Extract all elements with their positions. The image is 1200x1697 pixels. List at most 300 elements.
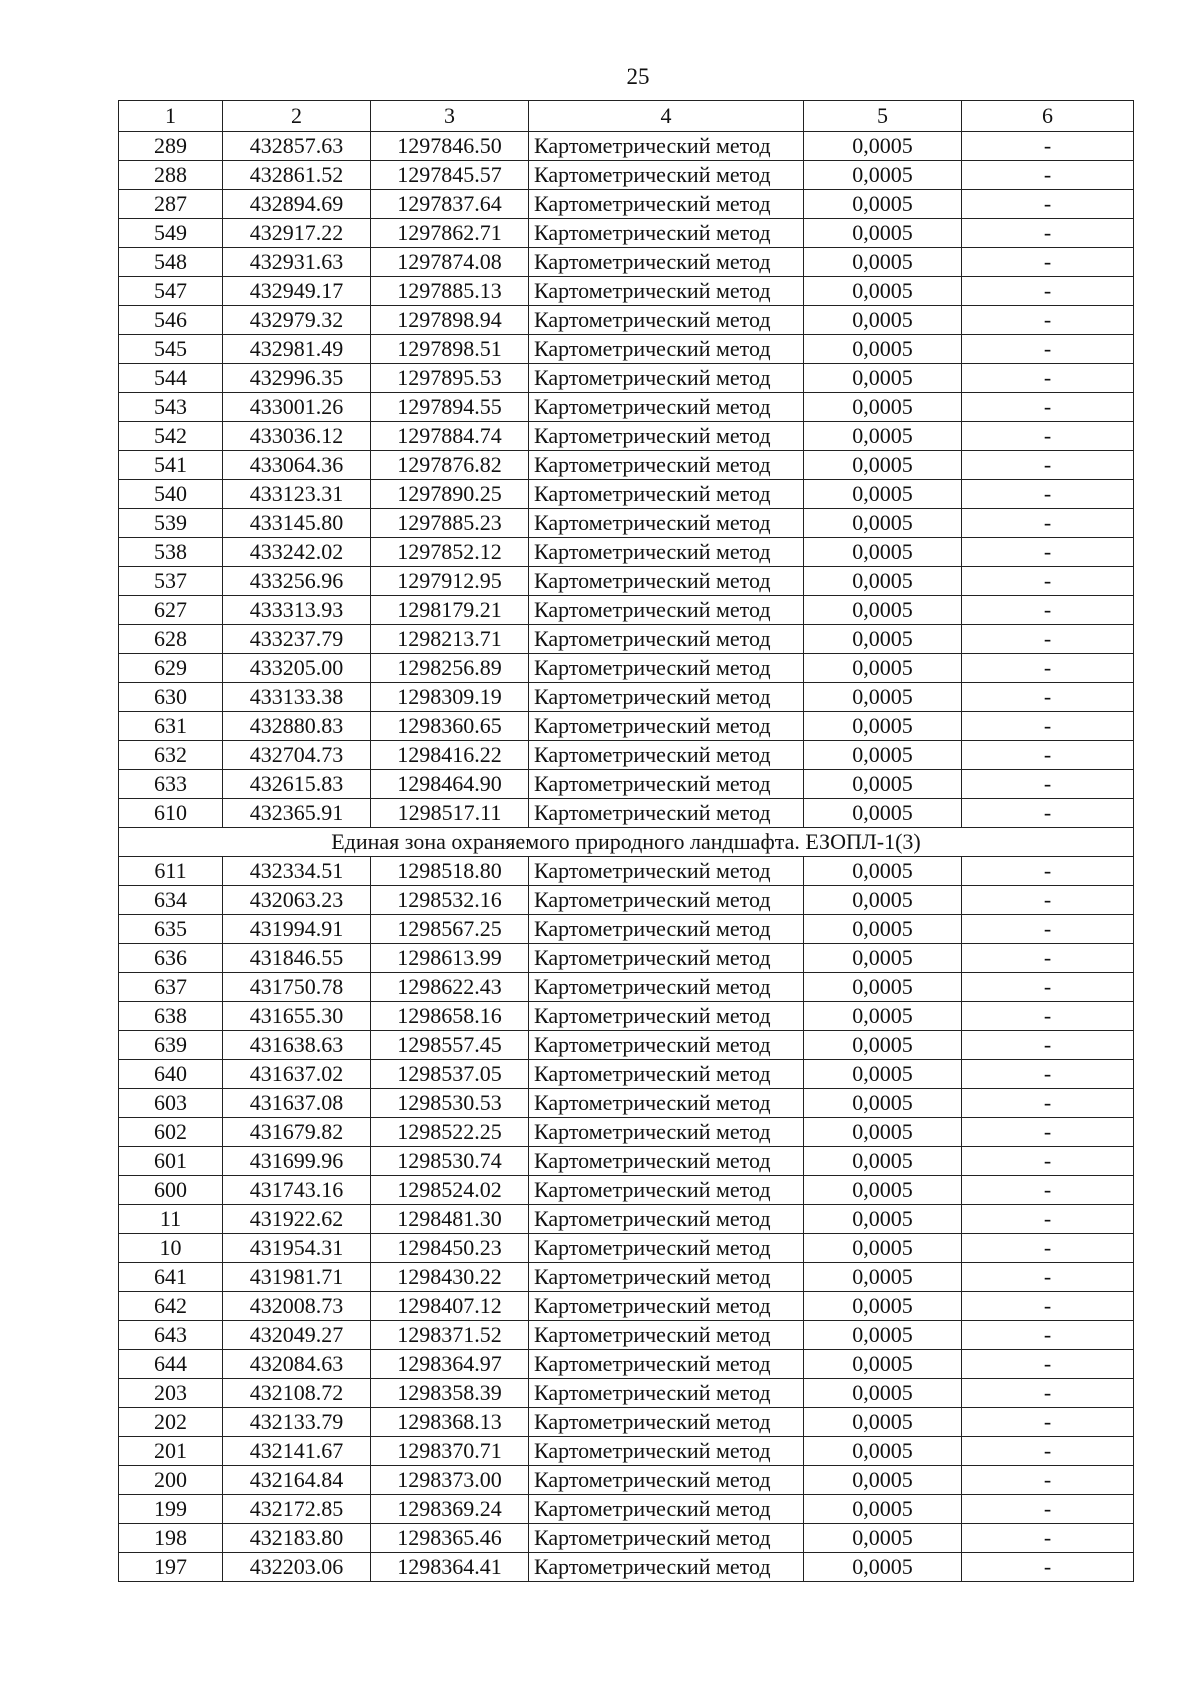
table-row — [119, 567, 1134, 596]
accuracy-cell: 0,0005 — [804, 1234, 962, 1263]
note-cell: - — [962, 1553, 1134, 1582]
accuracy-cell: 0,0005 — [804, 190, 962, 219]
method-cell: Картометрический метод — [529, 654, 804, 683]
x-coordinate-cell: 431743.16 — [223, 1176, 371, 1205]
y-coordinate-cell: 1298407.12 — [371, 1292, 529, 1321]
y-coordinate-cell: 1298256.89 — [371, 654, 529, 683]
note-cell: - — [962, 306, 1134, 335]
note-cell: - — [962, 596, 1134, 625]
method-cell: Картометрический метод — [529, 625, 804, 654]
point-number-cell: 545 — [119, 335, 223, 364]
y-coordinate-cell: 1298364.97 — [371, 1350, 529, 1379]
note-cell: - — [962, 509, 1134, 538]
method-cell: Картометрический метод — [529, 1118, 804, 1147]
table-row — [119, 770, 1134, 799]
x-coordinate-cell: 433133.38 — [223, 683, 371, 712]
method-cell: Картометрический метод — [529, 1553, 804, 1582]
point-number-cell: 602 — [119, 1118, 223, 1147]
y-coordinate-cell: 1298368.13 — [371, 1408, 529, 1437]
note-cell: - — [962, 277, 1134, 306]
note-cell: - — [962, 480, 1134, 509]
accuracy-cell: 0,0005 — [804, 944, 962, 973]
method-cell: Картометрический метод — [529, 1321, 804, 1350]
note-cell: - — [962, 1292, 1134, 1321]
point-number-cell: 628 — [119, 625, 223, 654]
note-cell: - — [962, 132, 1134, 161]
y-coordinate-cell: 1297895.53 — [371, 364, 529, 393]
accuracy-cell: 0,0005 — [804, 1466, 962, 1495]
table-row — [119, 1263, 1134, 1292]
point-number-cell: 288 — [119, 161, 223, 190]
table-row — [119, 1176, 1134, 1205]
accuracy-cell: 0,0005 — [804, 1408, 962, 1437]
method-cell: Картометрический метод — [529, 1437, 804, 1466]
accuracy-cell: 0,0005 — [804, 915, 962, 944]
accuracy-cell: 0,0005 — [804, 1437, 962, 1466]
y-coordinate-cell: 1298567.25 — [371, 915, 529, 944]
point-number-cell: 538 — [119, 538, 223, 567]
method-cell: Картометрический метод — [529, 567, 804, 596]
x-coordinate-cell: 432133.79 — [223, 1408, 371, 1437]
x-coordinate-cell: 432857.63 — [223, 132, 371, 161]
point-number-cell: 543 — [119, 393, 223, 422]
accuracy-cell: 0,0005 — [804, 741, 962, 770]
y-coordinate-cell: 1298557.45 — [371, 1031, 529, 1060]
y-coordinate-cell: 1298464.90 — [371, 770, 529, 799]
accuracy-cell: 0,0005 — [804, 422, 962, 451]
note-cell: - — [962, 190, 1134, 219]
x-coordinate-cell: 432917.22 — [223, 219, 371, 248]
y-coordinate-cell: 1298658.16 — [371, 1002, 529, 1031]
y-coordinate-cell: 1298179.21 — [371, 596, 529, 625]
note-cell: - — [962, 422, 1134, 451]
note-cell: - — [962, 973, 1134, 1002]
x-coordinate-cell: 431750.78 — [223, 973, 371, 1002]
point-number-cell: 540 — [119, 480, 223, 509]
accuracy-cell: 0,0005 — [804, 248, 962, 277]
x-coordinate-cell: 432931.63 — [223, 248, 371, 277]
table-row — [119, 393, 1134, 422]
method-cell: Картометрический метод — [529, 741, 804, 770]
point-number-cell: 631 — [119, 712, 223, 741]
x-coordinate-cell: 432108.72 — [223, 1379, 371, 1408]
y-coordinate-cell: 1297912.95 — [371, 567, 529, 596]
point-number-cell: 541 — [119, 451, 223, 480]
table-row — [119, 132, 1134, 161]
accuracy-cell: 0,0005 — [804, 886, 962, 915]
method-cell: Картометрический метод — [529, 1060, 804, 1089]
column-header: 2 — [223, 101, 371, 132]
method-cell: Картометрический метод — [529, 219, 804, 248]
point-number-cell: 640 — [119, 1060, 223, 1089]
method-cell: Картометрический метод — [529, 1234, 804, 1263]
y-coordinate-cell: 1297852.12 — [371, 538, 529, 567]
method-cell: Картометрический метод — [529, 1205, 804, 1234]
point-number-cell: 544 — [119, 364, 223, 393]
y-coordinate-cell: 1297884.74 — [371, 422, 529, 451]
accuracy-cell: 0,0005 — [804, 1031, 962, 1060]
method-cell: Картометрический метод — [529, 799, 804, 828]
note-cell: - — [962, 1437, 1134, 1466]
point-number-cell: 202 — [119, 1408, 223, 1437]
table-row — [119, 1292, 1134, 1321]
table-row — [119, 190, 1134, 219]
note-cell: - — [962, 712, 1134, 741]
y-coordinate-cell: 1298213.71 — [371, 625, 529, 654]
method-cell: Картометрический метод — [529, 1263, 804, 1292]
note-cell: - — [962, 799, 1134, 828]
x-coordinate-cell: 433123.31 — [223, 480, 371, 509]
table-row — [119, 1495, 1134, 1524]
point-number-cell: 610 — [119, 799, 223, 828]
method-cell: Картометрический метод — [529, 538, 804, 567]
point-number-cell: 549 — [119, 219, 223, 248]
method-cell: Картометрический метод — [529, 422, 804, 451]
point-number-cell: 643 — [119, 1321, 223, 1350]
point-number-cell: 548 — [119, 248, 223, 277]
coordinates-table — [118, 100, 1134, 1582]
accuracy-cell: 0,0005 — [804, 1147, 962, 1176]
x-coordinate-cell: 432008.73 — [223, 1292, 371, 1321]
point-number-cell: 539 — [119, 509, 223, 538]
y-coordinate-cell: 1298370.71 — [371, 1437, 529, 1466]
y-coordinate-cell: 1297862.71 — [371, 219, 529, 248]
y-coordinate-cell: 1298430.22 — [371, 1263, 529, 1292]
column-header: 4 — [529, 101, 804, 132]
method-cell: Картометрический метод — [529, 886, 804, 915]
table-row — [119, 1002, 1134, 1031]
accuracy-cell: 0,0005 — [804, 1292, 962, 1321]
point-number-cell: 203 — [119, 1379, 223, 1408]
table-row — [119, 799, 1134, 828]
point-number-cell: 642 — [119, 1292, 223, 1321]
method-cell: Картометрический метод — [529, 509, 804, 538]
y-coordinate-cell: 1297885.13 — [371, 277, 529, 306]
accuracy-cell: 0,0005 — [804, 857, 962, 886]
table-row — [119, 451, 1134, 480]
point-number-cell: 630 — [119, 683, 223, 712]
x-coordinate-cell: 433001.26 — [223, 393, 371, 422]
y-coordinate-cell: 1298373.00 — [371, 1466, 529, 1495]
accuracy-cell: 0,0005 — [804, 567, 962, 596]
accuracy-cell: 0,0005 — [804, 1118, 962, 1147]
y-coordinate-cell: 1298364.41 — [371, 1553, 529, 1582]
table-row — [119, 1350, 1134, 1379]
table-row — [119, 741, 1134, 770]
x-coordinate-cell: 433064.36 — [223, 451, 371, 480]
accuracy-cell: 0,0005 — [804, 1060, 962, 1089]
table-row — [119, 625, 1134, 654]
table-row — [119, 1118, 1134, 1147]
point-number-cell: 542 — [119, 422, 223, 451]
table-row — [119, 683, 1134, 712]
method-cell: Картометрический метод — [529, 1292, 804, 1321]
x-coordinate-cell: 431637.02 — [223, 1060, 371, 1089]
x-coordinate-cell: 433237.79 — [223, 625, 371, 654]
section-title: Единая зона охраняемого природного ландшафта. ЕЗОПЛ-1(3) — [119, 828, 1134, 857]
x-coordinate-cell: 432949.17 — [223, 277, 371, 306]
accuracy-cell: 0,0005 — [804, 1524, 962, 1553]
note-cell: - — [962, 1321, 1134, 1350]
accuracy-cell: 0,0005 — [804, 1176, 962, 1205]
table-row — [119, 1031, 1134, 1060]
page-number: 25 — [626, 64, 650, 89]
accuracy-cell: 0,0005 — [804, 393, 962, 422]
table-row — [119, 1060, 1134, 1089]
y-coordinate-cell: 1298517.11 — [371, 799, 529, 828]
point-number-cell: 637 — [119, 973, 223, 1002]
accuracy-cell: 0,0005 — [804, 1350, 962, 1379]
x-coordinate-cell: 432063.23 — [223, 886, 371, 915]
note-cell: - — [962, 1408, 1134, 1437]
column-header: 6 — [962, 101, 1134, 132]
x-coordinate-cell: 432084.63 — [223, 1350, 371, 1379]
y-coordinate-cell: 1298369.24 — [371, 1495, 529, 1524]
note-cell: - — [962, 1466, 1134, 1495]
method-cell: Картометрический метод — [529, 944, 804, 973]
x-coordinate-cell: 432049.27 — [223, 1321, 371, 1350]
point-number-cell: 197 — [119, 1553, 223, 1582]
point-number-cell: 633 — [119, 770, 223, 799]
point-number-cell: 639 — [119, 1031, 223, 1060]
x-coordinate-cell: 431679.82 — [223, 1118, 371, 1147]
note-cell: - — [962, 567, 1134, 596]
point-number-cell: 289 — [119, 132, 223, 161]
note-cell: - — [962, 625, 1134, 654]
x-coordinate-cell: 431655.30 — [223, 1002, 371, 1031]
accuracy-cell: 0,0005 — [804, 335, 962, 364]
y-coordinate-cell: 1298613.99 — [371, 944, 529, 973]
method-cell: Картометрический метод — [529, 480, 804, 509]
table-row — [119, 509, 1134, 538]
table-row — [119, 219, 1134, 248]
note-cell: - — [962, 741, 1134, 770]
y-coordinate-cell: 1298532.16 — [371, 886, 529, 915]
note-cell: - — [962, 1234, 1134, 1263]
note-cell: - — [962, 364, 1134, 393]
method-cell: Картометрический метод — [529, 1002, 804, 1031]
point-number-cell: 537 — [119, 567, 223, 596]
note-cell: - — [962, 1147, 1134, 1176]
method-cell: Картометрический метод — [529, 915, 804, 944]
y-coordinate-cell: 1298371.52 — [371, 1321, 529, 1350]
point-number-cell: 199 — [119, 1495, 223, 1524]
point-number-cell: 547 — [119, 277, 223, 306]
y-coordinate-cell: 1297876.82 — [371, 451, 529, 480]
method-cell: Картометрический метод — [529, 1350, 804, 1379]
table-row — [119, 161, 1134, 190]
table-row — [119, 1089, 1134, 1118]
note-cell: - — [962, 1089, 1134, 1118]
table-row — [119, 1205, 1134, 1234]
x-coordinate-cell: 431954.31 — [223, 1234, 371, 1263]
x-coordinate-cell: 432365.91 — [223, 799, 371, 828]
x-coordinate-cell: 433313.93 — [223, 596, 371, 625]
accuracy-cell: 0,0005 — [804, 596, 962, 625]
point-number-cell: 611 — [119, 857, 223, 886]
accuracy-cell: 0,0005 — [804, 364, 962, 393]
y-coordinate-cell: 1297845.57 — [371, 161, 529, 190]
x-coordinate-cell: 433256.96 — [223, 567, 371, 596]
table-row — [119, 857, 1134, 886]
x-coordinate-cell: 432861.52 — [223, 161, 371, 190]
accuracy-cell: 0,0005 — [804, 770, 962, 799]
x-coordinate-cell: 432704.73 — [223, 741, 371, 770]
method-cell: Картометрический метод — [529, 1495, 804, 1524]
table-row — [119, 1408, 1134, 1437]
note-cell: - — [962, 538, 1134, 567]
column-header: 3 — [371, 101, 529, 132]
point-number-cell: 198 — [119, 1524, 223, 1553]
note-cell: - — [962, 1524, 1134, 1553]
accuracy-cell: 0,0005 — [804, 1321, 962, 1350]
note-cell: - — [962, 1002, 1134, 1031]
note-cell: - — [962, 944, 1134, 973]
method-cell: Картометрический метод — [529, 1031, 804, 1060]
accuracy-cell: 0,0005 — [804, 306, 962, 335]
x-coordinate-cell: 432334.51 — [223, 857, 371, 886]
column-header: 1 — [119, 101, 223, 132]
table-row — [119, 1379, 1134, 1408]
method-cell: Картометрический метод — [529, 277, 804, 306]
accuracy-cell: 0,0005 — [804, 1553, 962, 1582]
accuracy-cell: 0,0005 — [804, 683, 962, 712]
point-number-cell: 10 — [119, 1234, 223, 1263]
x-coordinate-cell: 432981.49 — [223, 335, 371, 364]
x-coordinate-cell: 431846.55 — [223, 944, 371, 973]
table-row — [119, 480, 1134, 509]
method-cell: Картометрический метод — [529, 1147, 804, 1176]
method-cell: Картометрический метод — [529, 770, 804, 799]
x-coordinate-cell: 432880.83 — [223, 712, 371, 741]
point-number-cell: 644 — [119, 1350, 223, 1379]
accuracy-cell: 0,0005 — [804, 1205, 962, 1234]
method-cell: Картометрический метод — [529, 306, 804, 335]
note-cell: - — [962, 393, 1134, 422]
table-row — [119, 596, 1134, 625]
note-cell: - — [962, 857, 1134, 886]
y-coordinate-cell: 1297885.23 — [371, 509, 529, 538]
note-cell: - — [962, 1176, 1134, 1205]
table-row — [119, 364, 1134, 393]
note-cell: - — [962, 1031, 1134, 1060]
y-coordinate-cell: 1297898.94 — [371, 306, 529, 335]
table-row — [119, 335, 1134, 364]
method-cell: Картометрический метод — [529, 451, 804, 480]
note-cell: - — [962, 654, 1134, 683]
x-coordinate-cell: 433036.12 — [223, 422, 371, 451]
note-cell: - — [962, 161, 1134, 190]
accuracy-cell: 0,0005 — [804, 132, 962, 161]
note-cell: - — [962, 683, 1134, 712]
y-coordinate-cell: 1298537.05 — [371, 1060, 529, 1089]
point-number-cell: 635 — [119, 915, 223, 944]
y-coordinate-cell: 1297894.55 — [371, 393, 529, 422]
note-cell: - — [962, 770, 1134, 799]
y-coordinate-cell: 1297837.64 — [371, 190, 529, 219]
accuracy-cell: 0,0005 — [804, 799, 962, 828]
y-coordinate-cell: 1298450.23 — [371, 1234, 529, 1263]
point-number-cell: 600 — [119, 1176, 223, 1205]
y-coordinate-cell: 1297898.51 — [371, 335, 529, 364]
point-number-cell: 11 — [119, 1205, 223, 1234]
note-cell: - — [962, 1118, 1134, 1147]
x-coordinate-cell: 431699.96 — [223, 1147, 371, 1176]
method-cell: Картометрический метод — [529, 1176, 804, 1205]
y-coordinate-cell: 1297890.25 — [371, 480, 529, 509]
table-row — [119, 1553, 1134, 1582]
table-row — [119, 1234, 1134, 1263]
note-cell: - — [962, 915, 1134, 944]
method-cell: Картометрический метод — [529, 683, 804, 712]
method-cell: Картометрический метод — [529, 1089, 804, 1118]
x-coordinate-cell: 431922.62 — [223, 1205, 371, 1234]
note-cell: - — [962, 219, 1134, 248]
table-row — [119, 1524, 1134, 1553]
accuracy-cell: 0,0005 — [804, 712, 962, 741]
point-number-cell: 601 — [119, 1147, 223, 1176]
x-coordinate-cell: 432203.06 — [223, 1553, 371, 1582]
note-cell: - — [962, 1263, 1134, 1292]
table-row — [119, 886, 1134, 915]
table-header-row — [119, 101, 1134, 132]
accuracy-cell: 0,0005 — [804, 509, 962, 538]
method-cell: Картометрический метод — [529, 364, 804, 393]
x-coordinate-cell: 431638.63 — [223, 1031, 371, 1060]
note-cell: - — [962, 1495, 1134, 1524]
method-cell: Картометрический метод — [529, 393, 804, 422]
y-coordinate-cell: 1298524.02 — [371, 1176, 529, 1205]
note-cell: - — [962, 1379, 1134, 1408]
accuracy-cell: 0,0005 — [804, 1002, 962, 1031]
accuracy-cell: 0,0005 — [804, 161, 962, 190]
accuracy-cell: 0,0005 — [804, 654, 962, 683]
y-coordinate-cell: 1297846.50 — [371, 132, 529, 161]
y-coordinate-cell: 1298309.19 — [371, 683, 529, 712]
method-cell: Картометрический метод — [529, 190, 804, 219]
method-cell: Картометрический метод — [529, 1408, 804, 1437]
accuracy-cell: 0,0005 — [804, 277, 962, 306]
note-cell: - — [962, 886, 1134, 915]
y-coordinate-cell: 1297874.08 — [371, 248, 529, 277]
note-cell: - — [962, 451, 1134, 480]
y-coordinate-cell: 1298365.46 — [371, 1524, 529, 1553]
y-coordinate-cell: 1298416.22 — [371, 741, 529, 770]
accuracy-cell: 0,0005 — [804, 1263, 962, 1292]
table-row — [119, 915, 1134, 944]
x-coordinate-cell: 432979.32 — [223, 306, 371, 335]
point-number-cell: 200 — [119, 1466, 223, 1495]
y-coordinate-cell: 1298518.80 — [371, 857, 529, 886]
y-coordinate-cell: 1298481.30 — [371, 1205, 529, 1234]
note-cell: - — [962, 1350, 1134, 1379]
method-cell: Картометрический метод — [529, 1379, 804, 1408]
x-coordinate-cell: 432615.83 — [223, 770, 371, 799]
accuracy-cell: 0,0005 — [804, 480, 962, 509]
point-number-cell: 629 — [119, 654, 223, 683]
point-number-cell: 638 — [119, 1002, 223, 1031]
table-row — [119, 538, 1134, 567]
method-cell: Картометрический метод — [529, 248, 804, 277]
point-number-cell: 627 — [119, 596, 223, 625]
x-coordinate-cell: 431981.71 — [223, 1263, 371, 1292]
x-coordinate-cell: 432996.35 — [223, 364, 371, 393]
table-row — [119, 1321, 1134, 1350]
accuracy-cell: 0,0005 — [804, 973, 962, 1002]
note-cell: - — [962, 1205, 1134, 1234]
table-row — [119, 422, 1134, 451]
method-cell: Картометрический метод — [529, 857, 804, 886]
